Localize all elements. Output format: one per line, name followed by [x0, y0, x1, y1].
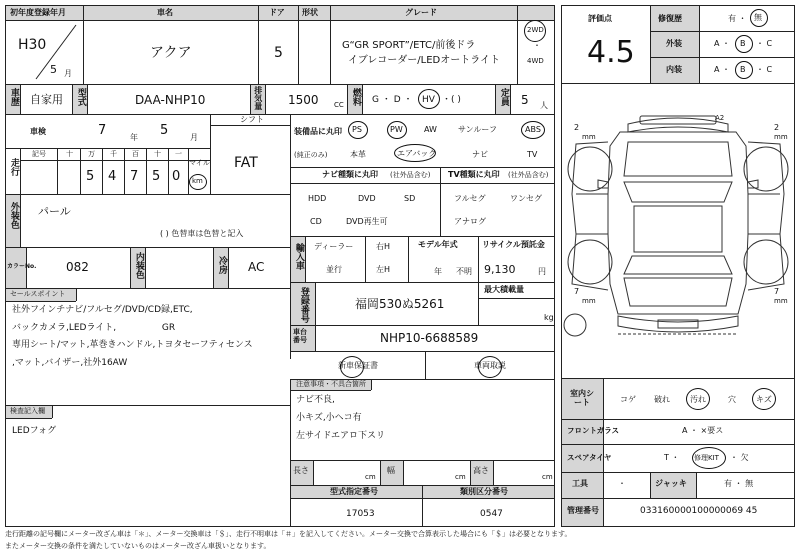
equipment-aw: AW [424, 125, 437, 134]
navi-cd: CD [310, 217, 322, 226]
new-guarantee: 新車保証書 [338, 361, 378, 370]
equipment-pw: PW [390, 125, 403, 134]
mileage-header: 千 [110, 150, 117, 158]
door-label: ドア [269, 8, 285, 17]
notes-line: 小キズ,小ヘコ有 [296, 413, 362, 423]
manual: 車両取説 [474, 361, 506, 370]
spare-tire [564, 314, 586, 336]
equipment-label-sub: (純正のみ) [294, 151, 328, 159]
notes-line: 左サイドエアロ下スリ [296, 431, 386, 441]
first-reg-era: H30 [18, 37, 47, 53]
chassis: NHP10-6688589 [380, 331, 479, 345]
trunk [624, 278, 732, 306]
tv-title: TV種類に丸印 [448, 170, 500, 179]
inspector-note: LEDフォグ [12, 426, 57, 436]
fuel-options: G ・ D ・ [372, 95, 413, 105]
tire-unit: mm [774, 133, 788, 141]
mileage-header: 一 [175, 150, 182, 158]
footer-line2: またメーター交換の条件を満たしていないものはメーター改ざん車扱いとなります。 [5, 542, 271, 550]
tire-value: 7 [774, 287, 780, 296]
sales-line: ,マット,バイザー,社外16AW [12, 358, 128, 368]
navi-dvd-play: DVD再生可 [346, 217, 388, 226]
spare-label: スペアタイヤ [567, 453, 612, 462]
recycle-label: リサイクル預託金 [482, 240, 545, 249]
import-left-h: 左H [376, 265, 391, 274]
notes-line: ナビ不良, [296, 395, 335, 405]
windshield [624, 182, 732, 202]
damage-mark: A2 [715, 114, 725, 122]
first-reg-label: 初年度登録年月 [10, 8, 66, 17]
fuel-label: 燃料 [350, 88, 361, 106]
tools-label: 工具 [572, 479, 588, 488]
first-reg-month: 5 [50, 63, 57, 76]
mileage-label: 走行 [8, 158, 19, 176]
glass-value: A ・ ×要ス [682, 426, 724, 435]
exterior-b: B [740, 39, 746, 48]
exterior-label: 外装 [666, 39, 682, 48]
chassis-label: 車台番号 [293, 328, 307, 344]
shift-label: シフト [240, 115, 264, 124]
score-label: 評価点 [588, 14, 612, 23]
color-no: 082 [66, 260, 89, 274]
rear-bumper [618, 316, 738, 332]
import-right-h: 右H [376, 242, 391, 251]
type-value: 17053 [346, 509, 375, 519]
mileage-header: 十 [66, 150, 73, 158]
repair-label: 修復歴 [658, 14, 682, 23]
doors: 5 [274, 45, 283, 61]
first-reg-month-unit: 月 [64, 69, 72, 78]
mileage-header: 万 [88, 150, 95, 158]
navi-sd: SD [404, 194, 416, 203]
drive-4wd: 4WD [527, 57, 544, 65]
max-load-label: 最大積載量 [484, 285, 524, 294]
car-diagram [562, 84, 794, 378]
tire-value: 2 [574, 123, 580, 132]
km-label: km [192, 177, 203, 185]
tire-value: 7 [574, 287, 580, 296]
score-value: 4.5 [587, 35, 635, 70]
mileage-digit: 5 [152, 169, 161, 184]
disp-label: 排気量 [253, 86, 263, 110]
shift: FAT [234, 155, 258, 171]
sales-line: バックカメラ,LEDライト, GR [12, 323, 176, 333]
interior-b: B [740, 65, 746, 74]
model-year-unit: 年 [434, 267, 442, 276]
import-parallel: 並行 [326, 265, 342, 274]
equipment-label: 装備品に丸印 [294, 127, 342, 136]
ac-label: 冷房 [216, 256, 227, 274]
color-change-note: ( ) 色替車は色替と記入 [160, 229, 244, 238]
mileage-digit: 4 [108, 169, 117, 184]
spare-kit: 修理KIT [694, 454, 719, 462]
navi-dvd: DVD [358, 194, 376, 203]
inspection-label: 車検 [30, 127, 46, 136]
rear-window [624, 256, 732, 274]
interior-a: A ・ [714, 65, 731, 74]
tire-front-left [568, 147, 612, 191]
grade-label: グレード [405, 8, 437, 17]
tools-value: ・ [618, 479, 626, 488]
equipment-airbag: エアバック [397, 149, 437, 158]
tire-front-right [744, 147, 788, 191]
inspection-year-unit: 年 [130, 133, 138, 142]
width-label: 幅 [387, 466, 395, 475]
length-label: 長さ [293, 466, 309, 475]
fuel-paren: ・( ) [442, 95, 461, 105]
mileage-header: 百 [132, 150, 139, 158]
import-label: 輸入車 [293, 243, 304, 270]
ext-color-label: 外装色 [8, 202, 19, 229]
sales-line: 専用シート/マット,革巻きハンドル,トヨタセーフティセンス [12, 340, 253, 350]
capacity-unit: 人 [540, 101, 548, 110]
interior-label: 内装 [666, 65, 682, 74]
model: DAA-NHP10 [135, 93, 206, 107]
height-label: 高さ [473, 466, 489, 475]
seat-option: コゲ [620, 395, 636, 404]
front-bumper [628, 118, 728, 132]
width-unit: cm [455, 473, 466, 481]
type-label: 型式指定番号 [330, 487, 378, 496]
color-no-label: カラーNo. [7, 263, 37, 270]
model-year-value: 不明 [456, 267, 472, 276]
shape-label: 形状 [302, 8, 318, 17]
tv-analog: アナログ [454, 217, 486, 226]
equipment-leather: 本革 [350, 150, 366, 159]
repair-none: 無 [754, 13, 762, 22]
jack-label: ジャッキ [655, 479, 687, 488]
recycle: 9,130 [484, 263, 516, 276]
mileage-digit: 7 [130, 169, 139, 184]
tv-sub: (社外品含む) [508, 171, 549, 179]
car-name-label: 車名 [157, 8, 173, 17]
ac: AC [248, 260, 265, 274]
drive-2wd: 2WD [527, 26, 544, 34]
left-side [572, 142, 608, 290]
spare-none: ・ 欠 [730, 453, 749, 462]
sales-line: 社外フインチナビ/フルセグ/DVD/CD録,ETC, [12, 305, 193, 315]
equipment-sunroof: サンルーフ [458, 125, 497, 134]
jack-value: 有 ・ 無 [724, 479, 754, 488]
right-side [748, 142, 784, 290]
mileage-header: 記号 [32, 150, 46, 158]
model-year-label: モデル年式 [418, 240, 458, 249]
max-load-unit: kg [544, 313, 554, 322]
navi-sub: (社外品含む) [390, 171, 431, 179]
drive-sep: ・ [533, 41, 541, 50]
control-value: 033160000100000069 45 [640, 506, 758, 516]
height-unit: cm [542, 473, 553, 481]
tire-unit: mm [774, 297, 788, 305]
fuel-hv: HV [422, 95, 435, 105]
inspector-label: 検査記入欄 [10, 407, 45, 415]
tv-fullseg: フルセグ [454, 194, 486, 203]
seat-option: 破れ [654, 395, 670, 404]
plate-label: 登録番号 [298, 287, 309, 323]
class-label: 類別区分番号 [460, 487, 508, 496]
tire-value: 2 [774, 123, 780, 132]
hood [624, 142, 732, 176]
import-dealer: ディーラー [314, 242, 354, 251]
navi-hdd: HDD [308, 194, 327, 203]
exterior-a: A ・ [714, 39, 731, 48]
displacement: 1500 [288, 93, 319, 107]
equipment-abs: ABS [525, 125, 541, 134]
equipment-ps: PS [352, 125, 362, 134]
equipment-tv: TV [527, 150, 538, 159]
interior-color-label: 内装色 [133, 252, 144, 279]
tire-unit: mm [582, 297, 596, 305]
control-label: 管理番号 [567, 506, 599, 515]
model-label: 型式 [75, 88, 86, 106]
glass-label: フロントガラス [567, 426, 620, 435]
body-outline [608, 132, 748, 314]
inspection-year: 7 [98, 123, 107, 138]
footer-line1: 走行距離の記号欄にメーター改ざん車は「＊」、メーター交換車は「＄」、走行不明車は「＃」を記入してください。メーター交換で合算表示した場合にも「＄」は必要となります。 [5, 530, 572, 538]
seat-option: 穴 [728, 395, 736, 404]
mile-label: マイル [189, 159, 210, 167]
class-value: 0547 [480, 509, 503, 519]
tv-oneseg: ワンセグ [510, 194, 542, 203]
usage: 自家用 [30, 93, 63, 106]
capacity: 5 [521, 93, 529, 107]
seat-option: 汚れ [690, 395, 706, 404]
mileage-header: 十 [154, 150, 161, 158]
equipment-navi: ナビ [472, 150, 488, 159]
spare-t: T ・ [664, 453, 680, 462]
usage-label: 車歴 [8, 88, 19, 106]
inspection-month: 5 [160, 123, 169, 138]
repair-options: 有 ・ [728, 14, 747, 23]
recycle-unit: 円 [538, 267, 546, 276]
tire-unit: mm [582, 133, 596, 141]
seat-label: 室内シート [570, 389, 594, 407]
sales-label: セールスポイント [10, 290, 66, 298]
navi-title: ナビ種類に丸印 [322, 170, 378, 179]
inspection-month-unit: 月 [190, 133, 198, 142]
seat-option: キズ [756, 395, 772, 404]
mileage-digit: 0 [172, 169, 181, 184]
plate: 福岡530ぬ5261 [355, 297, 445, 311]
ext-color: パール [38, 205, 71, 218]
grade-line2: イブレコーダー/LEDオートライト [348, 55, 500, 66]
disp-unit: CC [334, 101, 344, 109]
interior-c: ・ C [756, 65, 773, 74]
capacity-label: 定員 [498, 88, 509, 106]
car-name: アクア [150, 45, 192, 61]
mileage-digit: 5 [86, 169, 95, 184]
exterior-c: ・ C [756, 39, 773, 48]
grade-line1: G“GR SPORT”/ETC/前後ドラ [342, 40, 476, 51]
length-unit: cm [365, 473, 376, 481]
roof [634, 206, 722, 252]
notes-label: 注意事項・不具合箇所 [296, 380, 366, 388]
